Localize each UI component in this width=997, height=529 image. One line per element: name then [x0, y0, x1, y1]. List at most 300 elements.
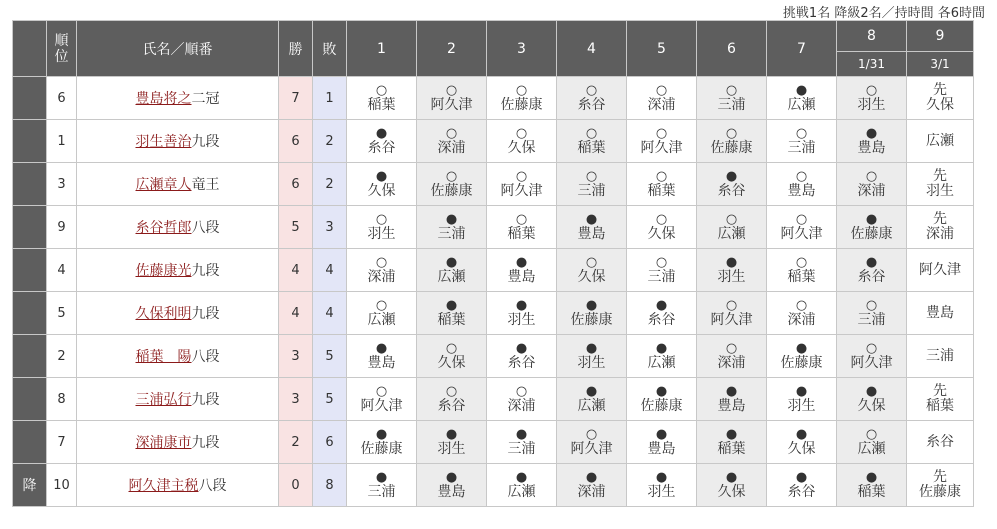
result-cell — [557, 335, 627, 378]
rank-cell: 5 — [47, 292, 77, 335]
table-row — [13, 206, 974, 249]
result-cell — [627, 421, 697, 464]
result-symbol: ● — [865, 469, 878, 485]
opponent-name: 阿久津 — [710, 311, 753, 328]
player-name-link[interactable]: 羽生善治 — [135, 134, 192, 150]
result-symbol: ○ — [375, 82, 388, 98]
result-cell — [487, 421, 557, 464]
league-rules-note: 挑戦1名 降級2名／持時間 各6時間 — [782, 6, 985, 21]
result-cell — [907, 120, 974, 163]
opponent-name: 稲葉 — [717, 440, 746, 457]
result-symbol: ● — [375, 168, 388, 184]
result-symbol: ○ — [865, 340, 878, 356]
opponent-name: 阿久津 — [500, 182, 543, 199]
round-header: 6 — [697, 21, 767, 77]
result-cell — [627, 206, 697, 249]
result-cell — [347, 120, 417, 163]
result-cell — [627, 163, 697, 206]
wins-cell: 0 — [279, 464, 313, 507]
opponent-name: 羽生 — [507, 311, 536, 328]
opponent-name: 豊島 — [577, 225, 606, 242]
opponent-name: 三浦 — [857, 311, 886, 328]
wins-cell: 6 — [279, 163, 313, 206]
result-cell — [557, 378, 627, 421]
result-symbol: ○ — [375, 297, 388, 313]
opponent-name: 稲葉 — [577, 139, 606, 156]
result-symbol: ● — [725, 426, 738, 442]
opponent-name: 深浦 — [647, 96, 676, 113]
result-cell — [557, 249, 627, 292]
result-symbol: ○ — [725, 82, 738, 98]
opponent-name: 三浦 — [717, 96, 746, 113]
result-symbol: ○ — [585, 254, 598, 270]
result-symbol: ● — [655, 340, 668, 356]
result-cell — [627, 292, 697, 335]
result-symbol: ○ — [655, 168, 668, 184]
result-symbol: ○ — [865, 426, 878, 442]
wins-cell: 3 — [279, 378, 313, 421]
opponent-name: 先 佐藤康 — [919, 469, 961, 500]
win-column-header: 勝 — [279, 21, 313, 77]
result-cell — [627, 120, 697, 163]
result-symbol: ● — [795, 426, 808, 442]
loss-column-header: 敗 — [313, 21, 347, 77]
result-cell — [417, 77, 487, 120]
wins-cell: 3 — [279, 335, 313, 378]
result-symbol: ● — [375, 469, 388, 485]
losses-cell: 8 — [313, 464, 347, 507]
round-header: 1 — [347, 21, 417, 77]
opponent-name: 深浦 — [437, 139, 466, 156]
player-title: 八段 — [198, 478, 227, 494]
result-cell — [347, 335, 417, 378]
losses-cell: 4 — [313, 292, 347, 335]
result-cell — [837, 249, 907, 292]
result-cell — [417, 163, 487, 206]
status-mark — [13, 378, 47, 421]
opponent-name: 広瀬 — [787, 96, 816, 113]
result-cell — [907, 378, 974, 421]
opponent-name: 豊島 — [367, 354, 396, 371]
result-symbol: ○ — [515, 211, 528, 227]
result-symbol: ○ — [655, 254, 668, 270]
result-cell — [907, 335, 974, 378]
opponent-name: 先 稲葉 — [926, 383, 954, 414]
opponent-name: 広瀬 — [367, 311, 396, 328]
opponent-name: 深浦 — [507, 397, 536, 414]
result-cell — [837, 292, 907, 335]
opponent-name: 羽生 — [577, 354, 606, 371]
opponent-name: 豊島 — [507, 268, 536, 285]
result-symbol: ○ — [445, 340, 458, 356]
result-symbol: ● — [515, 254, 528, 270]
opponent-name: 久保 — [577, 268, 606, 285]
losses-cell: 2 — [313, 120, 347, 163]
player-name-cell — [77, 378, 279, 421]
result-symbol: ○ — [585, 426, 598, 442]
opponent-name: 三浦 — [926, 347, 954, 364]
status-mark — [13, 292, 47, 335]
player-name-link[interactable]: 糸谷哲郎 — [135, 220, 192, 236]
losses-cell: 1 — [313, 77, 347, 120]
result-cell — [767, 292, 837, 335]
result-cell — [557, 421, 627, 464]
opponent-name: 久保 — [647, 225, 676, 242]
result-cell — [697, 120, 767, 163]
result-cell — [557, 206, 627, 249]
opponent-name: 三浦 — [507, 440, 536, 457]
result-cell — [417, 120, 487, 163]
result-cell — [767, 421, 837, 464]
player-name-link[interactable]: 阿久津主税 — [128, 478, 199, 494]
result-cell — [347, 421, 417, 464]
opponent-name: 先 深浦 — [926, 211, 954, 242]
status-mark — [13, 249, 47, 292]
player-title: 九段 — [191, 306, 220, 322]
result-cell — [417, 421, 487, 464]
result-cell — [697, 464, 767, 507]
result-symbol: ● — [865, 211, 878, 227]
rank-cell: 3 — [47, 163, 77, 206]
result-symbol: ● — [585, 469, 598, 485]
result-cell — [767, 120, 837, 163]
rank-cell: 10 — [47, 464, 77, 507]
opponent-name: 糸谷 — [926, 433, 954, 450]
opponent-name: 糸谷 — [507, 354, 536, 371]
table-row — [13, 335, 974, 378]
status-mark — [13, 206, 47, 249]
player-name-cell — [77, 421, 279, 464]
opponent-name: 三浦 — [367, 483, 396, 500]
result-symbol: ● — [445, 211, 458, 227]
result-symbol: ● — [725, 469, 738, 485]
result-symbol: ● — [865, 254, 878, 270]
player-title: 九段 — [191, 435, 220, 451]
round-date: 3/1 — [907, 52, 974, 77]
opponent-name: 阿久津 — [570, 440, 613, 457]
round-header: 7 — [767, 21, 837, 77]
result-symbol: ● — [725, 168, 738, 184]
result-cell — [487, 335, 557, 378]
status-mark — [13, 77, 47, 120]
opponent-name: 豊島 — [857, 139, 886, 156]
opponent-name: 豊島 — [717, 397, 746, 414]
round-header: 4 — [557, 21, 627, 77]
result-cell — [417, 206, 487, 249]
opponent-name: 深浦 — [577, 483, 606, 500]
table-row — [13, 77, 974, 120]
opponent-name: 久保 — [507, 139, 536, 156]
player-name-link[interactable]: 深浦康市 — [135, 435, 192, 451]
table-row — [13, 421, 974, 464]
rank-cell: 4 — [47, 249, 77, 292]
result-cell — [907, 249, 974, 292]
opponent-name: 深浦 — [717, 354, 746, 371]
result-cell — [487, 292, 557, 335]
opponent-name: 糸谷 — [577, 96, 606, 113]
opponent-name: 羽生 — [717, 268, 746, 285]
result-symbol: ● — [445, 469, 458, 485]
player-name-link[interactable]: 豊島将之 — [135, 91, 192, 107]
result-symbol: ● — [725, 383, 738, 399]
result-cell — [557, 77, 627, 120]
result-symbol: ● — [375, 125, 388, 141]
table-row — [13, 249, 974, 292]
player-title: 八段 — [191, 220, 220, 236]
result-cell — [557, 163, 627, 206]
round-header: 9 — [907, 21, 974, 52]
result-cell — [907, 464, 974, 507]
player-title: 九段 — [191, 392, 220, 408]
player-title: 二冠 — [191, 91, 220, 107]
opponent-name: 三浦 — [437, 225, 466, 242]
result-cell — [767, 464, 837, 507]
rank-cell: 8 — [47, 378, 77, 421]
rank-cell: 1 — [47, 120, 77, 163]
result-cell — [697, 378, 767, 421]
result-cell — [767, 335, 837, 378]
opponent-name: 深浦 — [857, 182, 886, 199]
result-symbol: ● — [375, 426, 388, 442]
opponent-name: 稲葉 — [437, 311, 466, 328]
result-symbol: ● — [515, 297, 528, 313]
result-cell — [347, 249, 417, 292]
opponent-name: 久保 — [367, 182, 396, 199]
opponent-name: 羽生 — [647, 483, 676, 500]
result-symbol: ● — [795, 340, 808, 356]
result-cell — [557, 292, 627, 335]
losses-cell: 6 — [313, 421, 347, 464]
opponent-name: 佐藤康 — [500, 96, 543, 113]
status-mark: 降 — [13, 464, 47, 507]
result-cell — [347, 77, 417, 120]
opponent-name: 佐藤康 — [360, 440, 403, 457]
result-symbol: ● — [655, 469, 668, 485]
result-symbol: ● — [795, 383, 808, 399]
result-cell — [837, 206, 907, 249]
result-cell — [907, 292, 974, 335]
result-cell — [557, 464, 627, 507]
player-title: 八段 — [191, 349, 220, 365]
round-header: 8 — [837, 21, 907, 52]
player-name-link[interactable]: 三浦弘行 — [135, 392, 192, 408]
result-cell — [627, 464, 697, 507]
result-cell — [837, 120, 907, 163]
result-cell — [487, 77, 557, 120]
result-symbol: ○ — [515, 82, 528, 98]
player-name-link[interactable]: 稲葉 陽 — [135, 349, 192, 365]
result-symbol: ○ — [865, 297, 878, 313]
player-title: 九段 — [191, 134, 220, 150]
opponent-name: 佐藤康 — [780, 354, 823, 371]
result-cell — [487, 378, 557, 421]
opponent-name: 佐藤康 — [710, 139, 753, 156]
result-cell — [907, 77, 974, 120]
result-symbol: ● — [585, 383, 598, 399]
result-cell — [767, 206, 837, 249]
wins-cell: 6 — [279, 120, 313, 163]
opponent-name: 三浦 — [577, 182, 606, 199]
result-cell — [627, 77, 697, 120]
result-symbol: ○ — [515, 125, 528, 141]
result-symbol: ○ — [445, 168, 458, 184]
player-name-link[interactable]: 佐藤康光 — [135, 263, 192, 279]
result-cell — [627, 249, 697, 292]
result-cell — [837, 464, 907, 507]
result-cell — [417, 249, 487, 292]
table-body — [13, 77, 974, 507]
opponent-name: 広瀬 — [577, 397, 606, 414]
result-symbol: ○ — [795, 297, 808, 313]
table-header — [13, 21, 974, 77]
opponent-name: 阿久津 — [430, 96, 473, 113]
player-name-cell — [77, 163, 279, 206]
result-cell — [907, 206, 974, 249]
result-cell — [417, 378, 487, 421]
opponent-name: 稲葉 — [857, 483, 886, 500]
result-cell — [697, 292, 767, 335]
opponent-name: 広瀬 — [647, 354, 676, 371]
opponent-name: 久保 — [717, 483, 746, 500]
result-cell — [697, 77, 767, 120]
round-header: 5 — [627, 21, 697, 77]
opponent-name: 豊島 — [787, 182, 816, 199]
opponent-name: 佐藤康 — [430, 182, 473, 199]
opponent-name: 稲葉 — [787, 268, 816, 285]
opponent-name: 糸谷 — [787, 483, 816, 500]
result-symbol: ○ — [725, 297, 738, 313]
result-symbol: ● — [795, 82, 808, 98]
result-cell — [347, 206, 417, 249]
result-symbol: ● — [445, 426, 458, 442]
result-cell — [347, 464, 417, 507]
result-cell — [837, 77, 907, 120]
result-cell — [907, 421, 974, 464]
opponent-name: 先 羽生 — [926, 168, 954, 199]
opponent-name: 佐藤康 — [570, 311, 613, 328]
status-mark — [13, 120, 47, 163]
result-symbol: ● — [445, 254, 458, 270]
opponent-name: 稲葉 — [507, 225, 536, 242]
result-symbol: ● — [515, 426, 528, 442]
result-symbol: ○ — [725, 211, 738, 227]
table-row — [13, 464, 974, 507]
result-cell — [837, 335, 907, 378]
result-symbol: ● — [655, 426, 668, 442]
player-name-link[interactable]: 久保利明 — [135, 306, 192, 322]
result-symbol: ● — [585, 340, 598, 356]
result-cell — [487, 249, 557, 292]
opponent-name: 深浦 — [787, 311, 816, 328]
player-name-link[interactable]: 広瀬章人 — [135, 177, 192, 193]
wins-cell: 2 — [279, 421, 313, 464]
result-cell — [697, 163, 767, 206]
opponent-name: 広瀬 — [717, 225, 746, 242]
result-symbol: ○ — [795, 168, 808, 184]
result-cell — [697, 249, 767, 292]
opponent-name: 糸谷 — [367, 139, 396, 156]
result-cell — [417, 464, 487, 507]
table-row — [13, 163, 974, 206]
opponent-name: 糸谷 — [437, 397, 466, 414]
result-symbol: ○ — [375, 254, 388, 270]
opponent-name: 稲葉 — [647, 182, 676, 199]
status-mark — [13, 335, 47, 378]
opponent-name: 阿久津 — [780, 225, 823, 242]
result-cell — [487, 120, 557, 163]
result-symbol: ● — [585, 211, 598, 227]
rank-column-header: 順位 — [47, 21, 77, 77]
result-cell — [767, 163, 837, 206]
result-cell — [837, 378, 907, 421]
result-cell — [417, 335, 487, 378]
result-symbol: ○ — [865, 168, 878, 184]
losses-cell: 3 — [313, 206, 347, 249]
result-symbol: ○ — [445, 82, 458, 98]
wins-cell: 4 — [279, 249, 313, 292]
opponent-name: 先 久保 — [926, 82, 954, 113]
player-title: 九段 — [191, 263, 220, 279]
result-symbol: ○ — [515, 168, 528, 184]
result-symbol: ○ — [445, 383, 458, 399]
opponent-name: 三浦 — [787, 139, 816, 156]
result-symbol: ○ — [655, 82, 668, 98]
wins-cell: 4 — [279, 292, 313, 335]
opponent-name: 深浦 — [367, 268, 396, 285]
opponent-name: 阿久津 — [850, 354, 893, 371]
losses-cell: 2 — [313, 163, 347, 206]
opponent-name: 広瀬 — [507, 483, 536, 500]
result-symbol: ● — [655, 297, 668, 313]
result-symbol: ○ — [515, 383, 528, 399]
rank-cell: 2 — [47, 335, 77, 378]
result-symbol: ○ — [655, 125, 668, 141]
player-name-cell — [77, 249, 279, 292]
result-cell — [907, 163, 974, 206]
result-cell — [347, 378, 417, 421]
result-cell — [627, 378, 697, 421]
result-cell — [767, 378, 837, 421]
result-symbol: ● — [725, 254, 738, 270]
opponent-name: 久保 — [437, 354, 466, 371]
result-cell — [837, 163, 907, 206]
opponent-name: 糸谷 — [717, 182, 746, 199]
wins-cell: 7 — [279, 77, 313, 120]
result-symbol: ○ — [375, 383, 388, 399]
result-symbol: ○ — [585, 82, 598, 98]
opponent-name: 糸谷 — [647, 311, 676, 328]
result-cell — [697, 421, 767, 464]
result-cell — [627, 335, 697, 378]
opponent-name: 広瀬 — [926, 132, 954, 149]
result-cell — [487, 163, 557, 206]
round-header: 3 — [487, 21, 557, 77]
opponent-name: 広瀬 — [857, 440, 886, 457]
opponent-name: 豊島 — [926, 304, 954, 321]
opponent-name: 豊島 — [647, 440, 676, 457]
losses-cell: 4 — [313, 249, 347, 292]
opponent-name: 糸谷 — [857, 268, 886, 285]
result-cell — [767, 249, 837, 292]
result-symbol: ○ — [725, 125, 738, 141]
result-symbol: ● — [865, 125, 878, 141]
opponent-name: 豊島 — [437, 483, 466, 500]
rank-cell: 7 — [47, 421, 77, 464]
table-row — [13, 378, 974, 421]
result-cell — [697, 335, 767, 378]
opponent-name: 阿久津 — [640, 139, 683, 156]
player-name-cell — [77, 335, 279, 378]
